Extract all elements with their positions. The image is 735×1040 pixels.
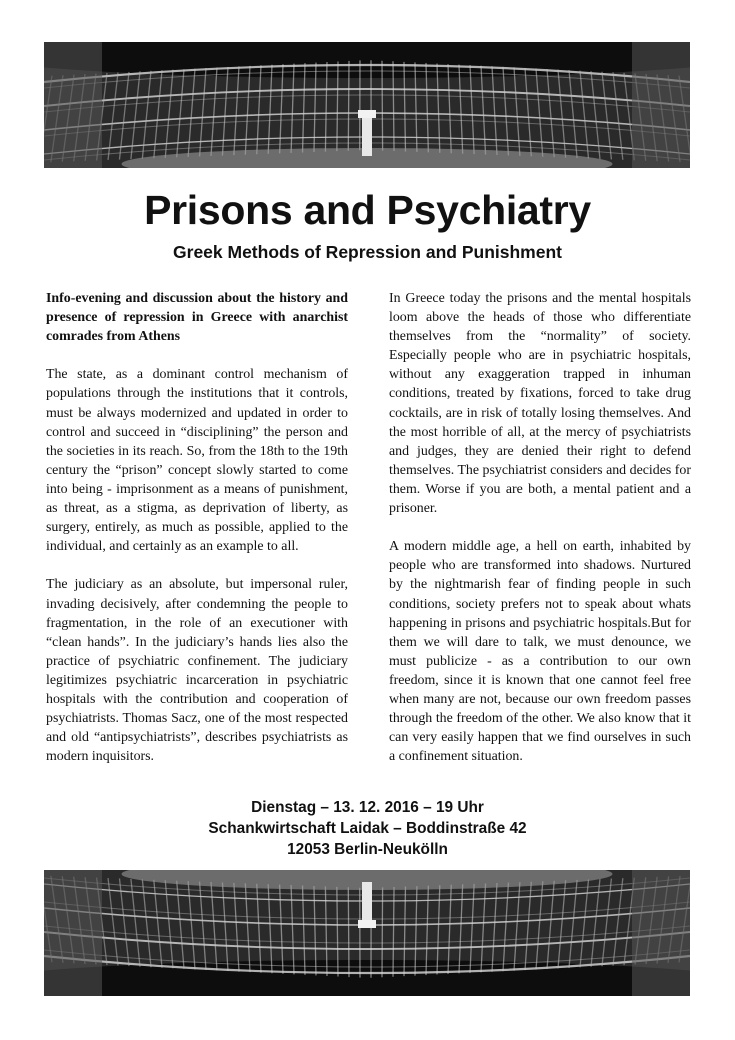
right-column bbox=[389, 289, 691, 785]
left-column bbox=[46, 289, 348, 785]
page-subtitle: Greek Methods of Repression and Punishment bbox=[173, 242, 562, 262]
body-paragraph: The judiciary as an absolute, but impersonal ruler, invading decisively, after condemning the people to fragmentation, in the role of an executioner with “clean hands”. In the judiciary’s hands lies also the practice of psychiatric confinement. The judiciary legitimizes psychiatric incarceration in psychiatric hospitals with the contribution and cooperation of psychiatrists. Thomas Sacz, one of the most respected and old “antipsychiatrists”, describes psychiatrists as modern inquisitors. bbox=[46, 577, 348, 765]
event-venue: Schankwirtschaft Laidak – Boddinstraße 42 bbox=[208, 820, 527, 837]
event-date: Dienstag – 13. 12. 2016 – 19 Uhr bbox=[251, 799, 484, 816]
event-info bbox=[0, 797, 735, 860]
body-paragraph: The state, as a dominant control mechanism of populations through the institutions that it controls, must be always modernized and updated in order to control and succeed in “disciplining” the person and the societies in its reach. So, from the 18th to the 19th century the “prison” concept slowly started to come into being - imprisonment as a means of punishment, as threat, as a stigma, as deprivation of liberty, as surgery, entirely, as much as possible, applied to the individual, and certainly as an example to all. bbox=[46, 367, 348, 555]
lead-paragraph: Info-evening and discussion about the history and presence of repression in Greece with anarchist comrades from Athens bbox=[46, 291, 348, 345]
event-city: 12053 Berlin-Neukölln bbox=[287, 841, 448, 858]
body-paragraph: A modern middle age, a hell on earth, inhabited by people who are transformed into shadows. Nurtured by the nightmarish fear of finding people in such conditions, society prefers not to speak about whats happening in prisons and psychiatric hospitals.But for them we will dare to talk, we must denounce, we must publicize - as a contribution to our own freedom, since it is known that one cannot feel free when many are not, because our own freedom passes through the freedom of the other. We also know that it can very easily happen that we find ourselves in such a confinement situation. bbox=[389, 539, 691, 765]
page-title: Prisons and Psychiatry bbox=[144, 187, 591, 233]
panopticon-photo-top bbox=[44, 42, 690, 168]
panopticon-photo-bottom bbox=[44, 870, 690, 996]
body-paragraph: In Greece today the prisons and the mental hospitals loom above the heads of those who differentiate themselves from the “normality” of society. Especially people who are in psychiatric hospitals, without any exaggeration trapped in inhuman conditions, treated by fixations, forced to take drug cocktails, are in risk of totally losing themselves. And the most horrible of all, at the mercy of psychiatrists and judges, they are denied their right to defend themselves. The psychiatrist considers and decides for them. Worse if you are both, a mental patient and a prisoner. bbox=[389, 291, 691, 517]
